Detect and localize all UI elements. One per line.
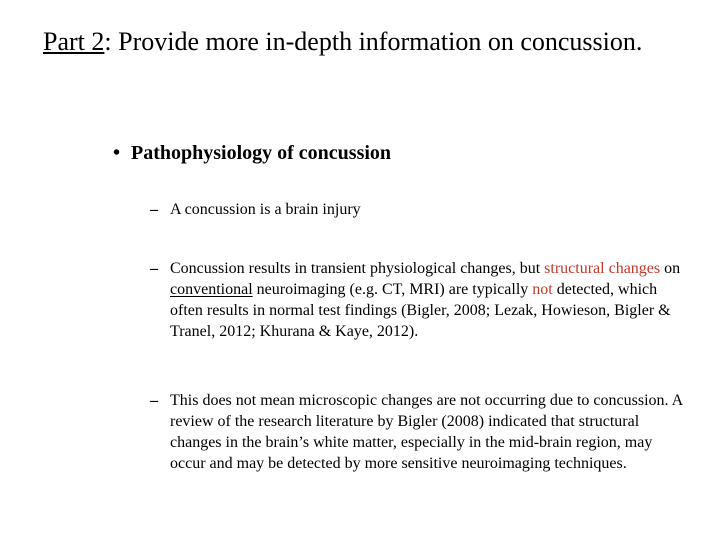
- text-segment: Concussion results in transient physiological changes, but: [170, 260, 545, 277]
- underlined-conventional: conventional: [170, 281, 253, 298]
- dash-icon: –: [150, 260, 158, 277]
- title-separator: :: [104, 27, 112, 56]
- text-segment: detected, which often results in normal test findings (Bigler, 2008; Lezak, Howieson, Bigler & Tranel, 2012; Khurana & Kaye, 2012).: [170, 281, 671, 340]
- bullet-heading-text: Pathophysiology of concussion: [131, 142, 392, 164]
- bullet-dot-icon: •: [113, 142, 121, 164]
- dash-icon: –: [150, 201, 158, 218]
- subpoint-text: A concussion is a brain injury: [170, 201, 361, 218]
- title-text: Provide more in-depth information on concussion.: [111, 27, 643, 56]
- subpoint-microscopic-changes: [150, 390, 690, 474]
- text-segment: neuroimaging (e.g. CT, MRI) are typically: [252, 281, 533, 298]
- subpoint-transient-changes: [150, 258, 690, 342]
- text-segment: on: [660, 260, 681, 277]
- dash-icon: –: [150, 392, 158, 409]
- subpoint-text: This does not mean microscopic changes are not occurring due to concussion. A review of the research literature by Bigler (2008) indicated that structural changes in the brain’s white matter, especially in the mid-brain region, may occur and may be detected by more sensitive neuroimaging techniques.: [170, 392, 683, 472]
- subpoint-brain-injury: [150, 199, 690, 220]
- slide-title: [43, 26, 683, 57]
- title-part-label: Part 2: [43, 27, 105, 56]
- highlight-structural-changes: structural changes: [544, 260, 661, 277]
- highlight-not: not: [532, 281, 553, 298]
- subpoint-text: [170, 258, 690, 342]
- bullet-heading: [113, 141, 693, 165]
